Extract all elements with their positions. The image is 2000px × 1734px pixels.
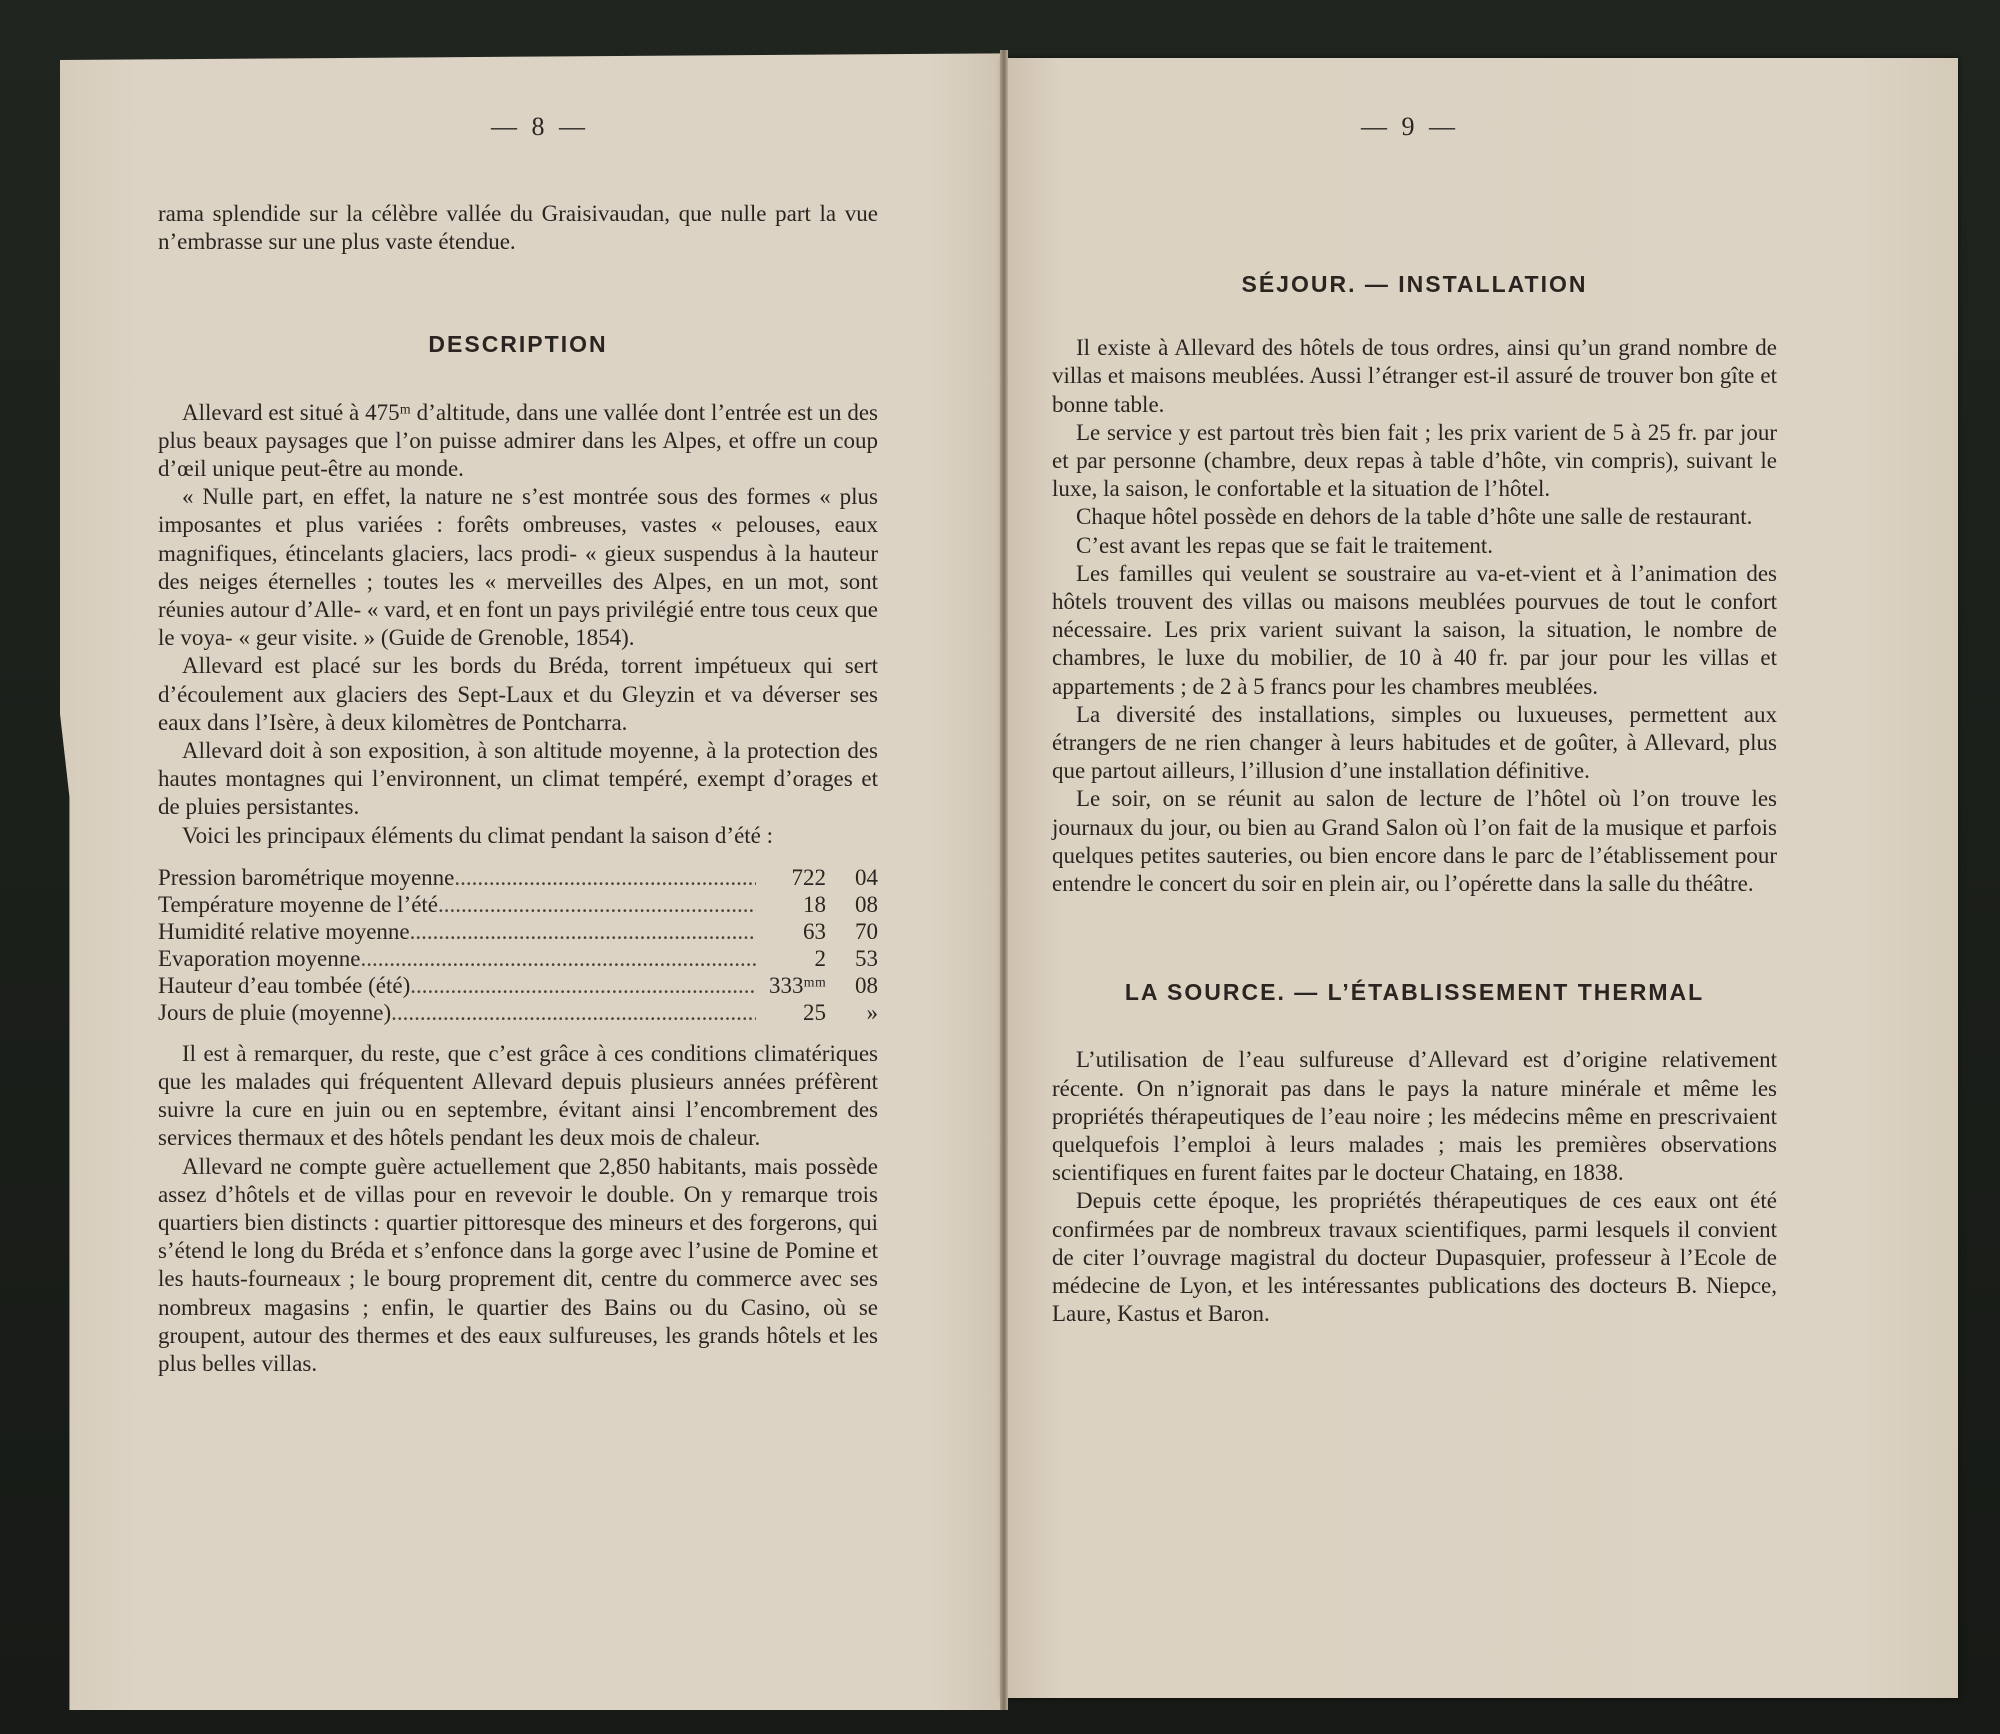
climate-row <box>158 891 878 918</box>
source-heading: LA SOURCE. — L’ÉTABLISSEMENT THERMAL <box>1124 979 1705 1006</box>
climate-label: Evaporation moyenne <box>158 945 361 971</box>
climate-decimal: 04 <box>855 864 878 890</box>
climate-decimal: 70 <box>855 918 878 944</box>
sejour-paragraph-5: Les familles qui veulent se soustraire au va-et-vient et à l’animation des hôtels trouvent des villas ou maisons meublées pourvues de tout le confort nécessaire. Les prix varient suivant la saison, la situation, le nombre de chambres, le luxe du mobilier, de 10 à 40 fr. par jour pour les villas et appartements ; de 2 à 5 francs pour les chambres meublées. <box>1052 560 1777 699</box>
climate-label: Humidité relative moyenne <box>158 918 410 944</box>
source-paragraph-2: Depuis cette époque, les propriétés thérapeutiques de ces eaux ont été confirmées par de nombreux travaux scientifiques, parmi lesquels il convient de citer l’ouvrage magistral du docteur Dupasquier, professeur à l’Ecole de médecine de Lyon, et les intéressantes publications des docteurs B. Niepce, Laure, Kastus et Baron. <box>1052 1188 1777 1327</box>
sejour-paragraph-7: Le soir, on se réunit au salon de lecture de l’hôtel où l’on trouve les journaux du jour, ou bien au Grand Salon où l’on fait de la musique et parfois quelques petites sauteries, ou bien encore dans le parc de l’établissement pour entendre le concert du soir en plein air, ou l’opérette dans la salle du théâtre. <box>1052 786 1777 897</box>
climate-value: 2 <box>814 945 826 971</box>
climate-value: 63 <box>803 918 826 944</box>
climate-table <box>158 864 878 1026</box>
climate-row <box>158 999 878 1026</box>
description-paragraph-7: Allevard ne compte guère actuellement que 2,850 habitants, mais possède assez d’hôtels et de villas pour en revevoir le double. On y remarque trois quartiers bien distincts : quartier pittoresque des mineurs et des forgerons, qui s’étend le long du Bréda et s’enfonce dans la gorge avec l’usine de Pomine et les hauts-fourneaux ; le bourg proprement dit, centre du commerce avec ses nombreux magasins ; enfin, le quartier des Bains ou du Casino, où se groupent, autour des thermes et des eaux sulfureuses, les grands hôtels et les plus belles villas. <box>158 1153 878 1377</box>
description-heading: DESCRIPTION <box>428 331 608 358</box>
description-paragraph-6: Il est à remarquer, du reste, que c’est grâce à ces conditions climatériques que les malades qui fréquentent Allevard depuis plusieurs années préfèrent suivre la cure en juin ou en septembre, évitant ainsi l’encombrement des services thermaux et des hôtels pendant les deux mois de chaleur. <box>158 1040 878 1151</box>
description-paragraph-5: Voici les principaux éléments du climat pendant la saison d’été : <box>182 822 774 848</box>
sejour-paragraph-3: Chaque hôtel possède en dehors de la table d’hôte une salle de restaurant. <box>1076 504 1753 530</box>
climate-value: 722 <box>791 864 826 890</box>
right-page-text <box>1052 270 1777 1329</box>
right-page-number: — 9 — <box>1361 112 1459 141</box>
book-gutter <box>1000 50 1008 1710</box>
climate-value: 25 <box>803 999 826 1025</box>
guide-quote-paragraph: « Nulle part, en effet, la nature ne s’est montrée sous des formes « plus imposantes et plus variées : forêts ombreuses, vastes « pelouses, eaux magnifiques, étincelants glaciers, lacs prodi- « gieux suspendus à la hauteur des neiges éternelles ; toutes les « merveilles des Alpes, en un mot, sont réunies autour d’Alle- « vard, et en font un pays privilégié entre tous ceux que le voya- « geur visite. » (Guide de Grenoble, 1854). <box>158 484 878 651</box>
sejour-paragraph-2: Le service y est partout très bien fait ; les prix varient de 5 à 25 fr. par jour et par personne (chambre, deux repas à table d’hôte, vin compris), suivant le luxe, la saison, le confortable et la situation de l’hôtel. <box>1052 419 1777 502</box>
climate-row <box>158 918 878 945</box>
climate-row <box>158 972 878 999</box>
climate-value: 18 <box>803 891 826 917</box>
climate-decimal: » <box>866 999 878 1025</box>
climate-label: Hauteur d’eau tombée (été) <box>158 972 411 998</box>
sejour-heading: SÉJOUR. — INSTALLATION <box>1241 271 1588 297</box>
climate-label: Pression barométrique moyenne <box>158 864 455 890</box>
climate-value: 333ᵐᵐ <box>769 972 826 998</box>
sejour-paragraph-6: La diversité des installations, simples ou luxueuses, permettent aux étrangers de ne rien changer à leurs habitudes et de goûter, à Allevard, plus que partout ailleurs, l’illusion d’une installation définitive. <box>1052 701 1777 784</box>
climate-row <box>158 945 878 972</box>
climate-decimal: 08 <box>855 891 878 917</box>
source-paragraph-1: L’utilisation de l’eau sulfureuse d’Allevard est d’origine relativement récente. On n’ignorait pas dans le pays la nature minérale et même les propriétés thérapeutiques de l’eau noire ; les médecins même en prescrivaient quelquefois l’emploi à leurs malades ; mais les premières observations scientifiques en furent faites par le docteur Chataing, en 1838. <box>1052 1047 1777 1186</box>
description-paragraph-3: Allevard est placé sur les bords du Bréda, torrent impétueux qui sert d’écoulement aux glaciers des Sept-Laux et du Gleyzin et va déverser ses eaux dans l’Isère, à deux kilomètres de Pontcharra. <box>158 653 878 735</box>
left-page-text <box>158 200 878 1378</box>
climate-label: Température moyenne de l’été <box>158 891 438 917</box>
climate-label: Jours de pluie (moyenne) <box>158 999 392 1025</box>
sejour-paragraph-1: Il existe à Allevard des hôtels de tous ordres, ainsi qu’un grand nombre de villas et maisons meublées. Aussi l’étranger est-il assuré de trouver bon gîte et bonne table. <box>1052 335 1777 417</box>
description-paragraph-1: Allevard est situé à 475ᵐ d’altitude, dans une vallée dont l’entrée est un des plus beaux paysages que l’on puisse admirer dans les Alpes, et offre un coup d’œil unique peut-être au monde. <box>158 399 878 482</box>
left-page-number: — 8 — <box>491 112 589 141</box>
climate-row <box>158 864 878 891</box>
climate-decimal: 08 <box>855 972 878 998</box>
sejour-paragraph-4: C’est avant les repas que se fait le traitement. <box>1076 532 1494 558</box>
climate-decimal: 53 <box>855 945 878 971</box>
intro-paragraph: rama splendide sur la célèbre vallée du Graisivaudan, que nulle part la vue n’embrasse sur une plus vaste étendue. <box>158 201 878 255</box>
description-paragraph-4: Allevard doit à son exposition, à son altitude moyenne, à la protection des hautes montagnes qui l’environnent, un climat tempéré, exempt d’orages et de pluies persistantes. <box>158 738 878 820</box>
